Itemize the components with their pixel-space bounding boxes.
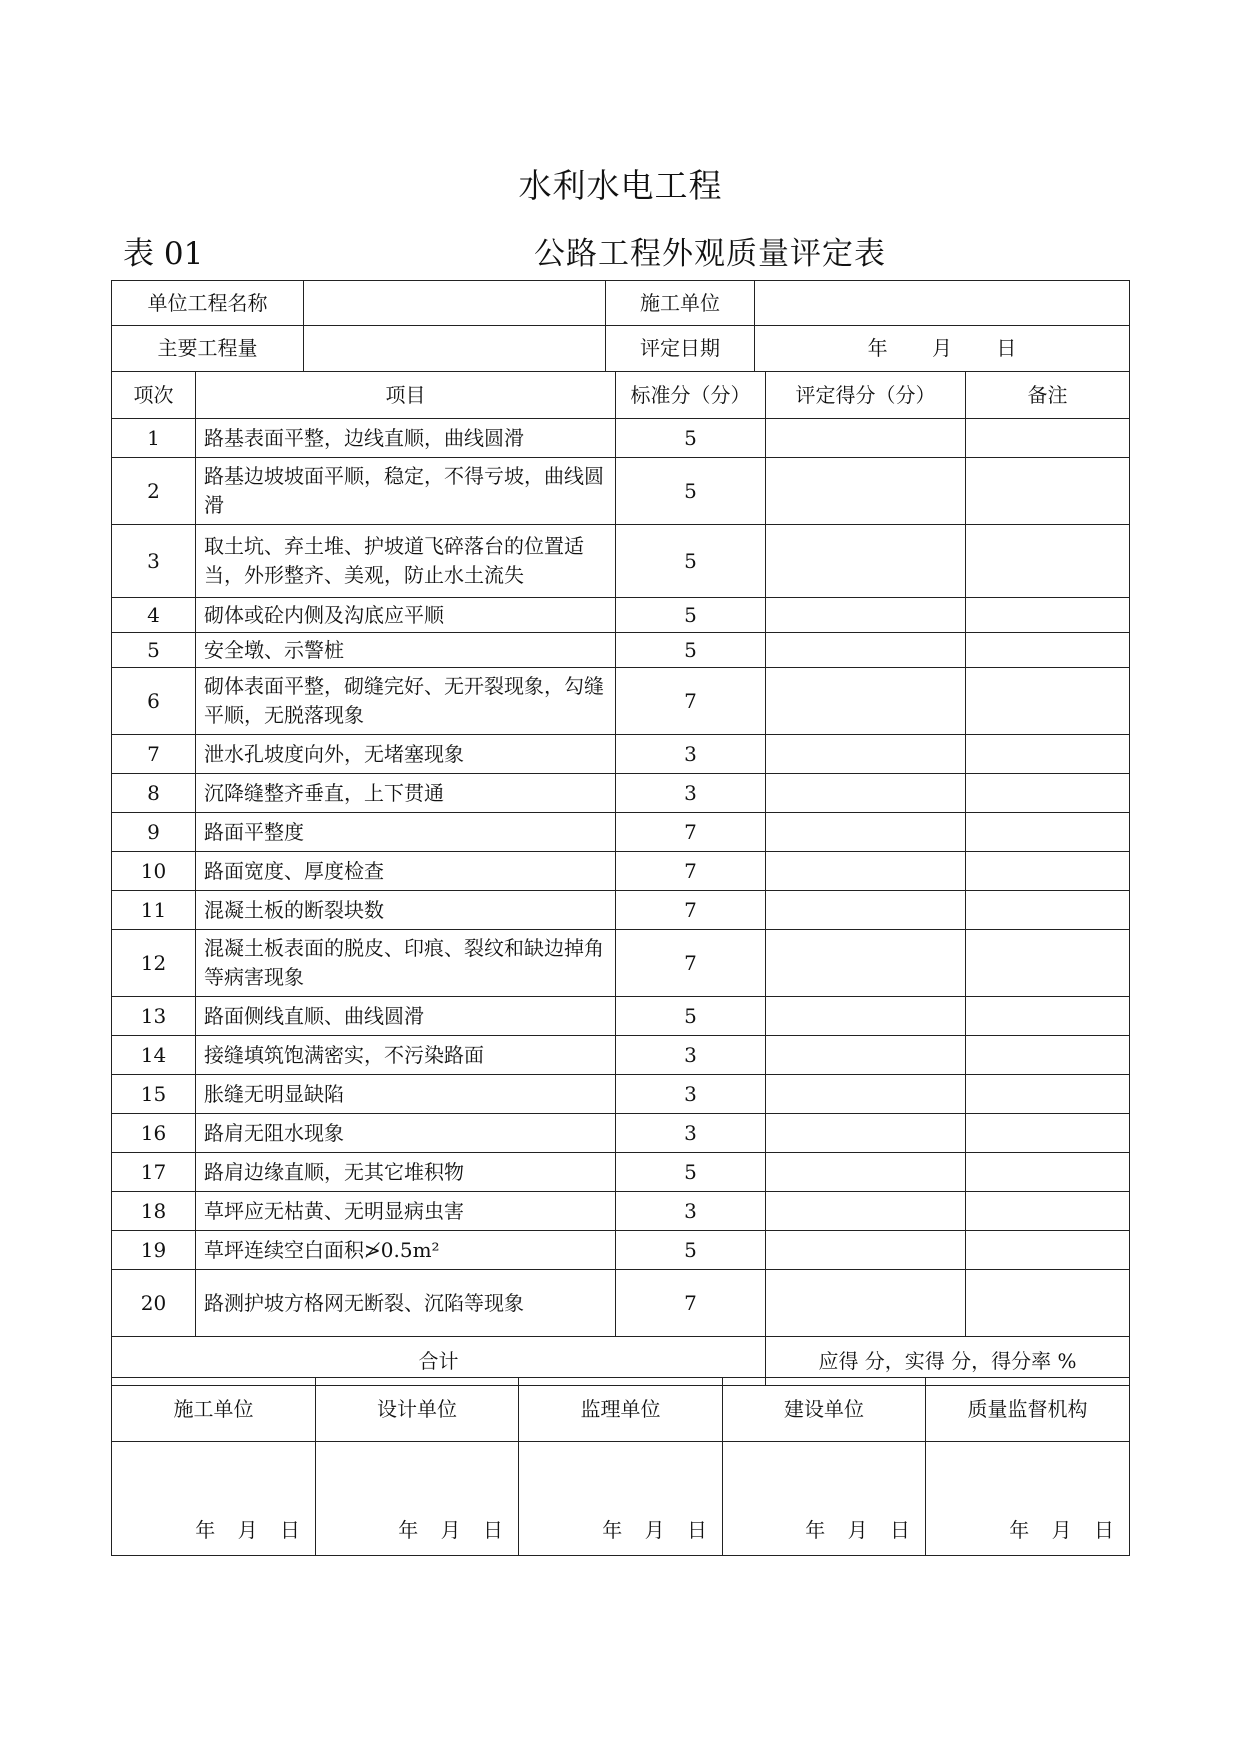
row-eval-score[interactable]: [766, 774, 966, 813]
row-remark[interactable]: [966, 1075, 1130, 1114]
row-index: 4: [112, 598, 196, 633]
row-index: 17: [112, 1153, 196, 1192]
row-index: 7: [112, 735, 196, 774]
row-item: 沉降缝整齐垂直，上下贯通: [196, 774, 616, 813]
table-row: [112, 997, 1130, 1036]
row-index: 2: [112, 458, 196, 525]
row-eval-score[interactable]: [766, 419, 966, 458]
row-item: 胀缝无明显缺陷: [196, 1075, 616, 1114]
eval-date-label: 评定日期: [606, 326, 755, 372]
row-remark[interactable]: [966, 1192, 1130, 1231]
row-eval-score[interactable]: [766, 1114, 966, 1153]
row-standard-score: 3: [616, 1075, 766, 1114]
row-item: 路面平整度: [196, 813, 616, 852]
col-standard-header: 标准分（分）: [616, 372, 766, 419]
table-row: [112, 458, 1130, 525]
sign-date: 年 月 日: [195, 1518, 301, 1542]
row-standard-score: 3: [616, 1114, 766, 1153]
row-item: 砌体表面平整，砌缝完好、无开裂现象，勾缝平顺，无脱落现象: [196, 668, 616, 735]
info-row-quantity: [112, 326, 1130, 372]
sign-label-design: 设计单位: [316, 1378, 519, 1442]
sign-area-quality-supervision[interactable]: [926, 1442, 1130, 1556]
sign-date: 年 月 日: [805, 1518, 911, 1542]
signature-label-row: [112, 1378, 1130, 1442]
row-index: 19: [112, 1231, 196, 1270]
row-standard-score: 3: [616, 1192, 766, 1231]
table-row: [112, 735, 1130, 774]
row-eval-score[interactable]: [766, 852, 966, 891]
row-remark[interactable]: [966, 1036, 1130, 1075]
sign-area-construction[interactable]: [112, 1442, 316, 1556]
col-index-header: 项次: [112, 372, 196, 419]
sign-label-construction: 施工单位: [112, 1378, 316, 1442]
main-quantity-label: 主要工程量: [112, 326, 304, 372]
row-eval-score[interactable]: [766, 1075, 966, 1114]
signature-table: [111, 1377, 1130, 1556]
row-remark[interactable]: [966, 997, 1130, 1036]
row-eval-score[interactable]: [766, 1270, 966, 1337]
sign-area-design[interactable]: [316, 1442, 519, 1556]
row-eval-score[interactable]: [766, 1192, 966, 1231]
table-row: [112, 1270, 1130, 1337]
row-remark[interactable]: [966, 525, 1130, 598]
table-row: [112, 525, 1130, 598]
row-standard-score: 5: [616, 458, 766, 525]
row-eval-score[interactable]: [766, 813, 966, 852]
row-remark[interactable]: [966, 633, 1130, 668]
row-standard-score: 5: [616, 598, 766, 633]
row-item: 混凝土板表面的脱皮、印痕、裂纹和缺边掉角等病害现象: [196, 930, 616, 997]
row-item: 砌体或砼内侧及沟底应平顺: [196, 598, 616, 633]
row-index: 6: [112, 668, 196, 735]
row-standard-score: 5: [616, 997, 766, 1036]
evaluation-rows: [112, 419, 1130, 1337]
row-eval-score[interactable]: [766, 633, 966, 668]
total-summary[interactable]: 应得 分，实得 分，得分率 %: [766, 1337, 1130, 1386]
sign-label-owner: 建设单位: [723, 1378, 926, 1442]
row-eval-score[interactable]: [766, 525, 966, 598]
signature-area-row: [112, 1442, 1130, 1556]
row-remark[interactable]: [966, 774, 1130, 813]
row-remark[interactable]: [966, 419, 1130, 458]
row-standard-score: 7: [616, 668, 766, 735]
table-row: [112, 419, 1130, 458]
row-index: 16: [112, 1114, 196, 1153]
col-item-header: 项目: [196, 372, 616, 419]
row-index: 20: [112, 1270, 196, 1337]
row-item: 草坪应无枯黄、无明显病虫害: [196, 1192, 616, 1231]
row-index: 14: [112, 1036, 196, 1075]
row-item: 路基边坡坡面平顺，稳定，不得亏坡，曲线圆滑: [196, 458, 616, 525]
table-row: [112, 1075, 1130, 1114]
row-index: 13: [112, 997, 196, 1036]
row-standard-score: 5: [616, 1231, 766, 1270]
main-title: 水利水电工程: [518, 166, 723, 205]
row-remark[interactable]: [966, 735, 1130, 774]
table-row: [112, 930, 1130, 997]
eval-date-field[interactable]: 年 月 日: [755, 326, 1130, 372]
row-index: 1: [112, 419, 196, 458]
unit-project-field[interactable]: [304, 281, 606, 326]
sign-area-supervision[interactable]: [519, 1442, 723, 1556]
row-standard-score: 7: [616, 930, 766, 997]
row-eval-score[interactable]: [766, 458, 966, 525]
row-remark[interactable]: [966, 1231, 1130, 1270]
row-item: 取土坑、弃土堆、护坡道飞碎落台的位置适当，外形整齐、美观，防止水土流失: [196, 525, 616, 598]
table-row: [112, 1192, 1130, 1231]
row-remark[interactable]: [966, 668, 1130, 735]
table-row: [112, 774, 1130, 813]
row-eval-score[interactable]: [766, 735, 966, 774]
row-eval-score[interactable]: [766, 1231, 966, 1270]
form-title: 公路工程外观质量评定表: [534, 236, 886, 272]
table-row: [112, 1036, 1130, 1075]
row-standard-score: 5: [616, 525, 766, 598]
row-standard-score: 3: [616, 1036, 766, 1075]
row-eval-score[interactable]: [766, 891, 966, 930]
col-remark-header: 备注: [966, 372, 1130, 419]
evaluation-table: [111, 371, 1130, 1386]
sign-label-quality-supervision: 质量监督机构: [926, 1378, 1130, 1442]
row-remark[interactable]: [966, 930, 1130, 997]
table-row: [112, 633, 1130, 668]
row-item: 路测护坡方格网无断裂、沉陷等现象: [196, 1270, 616, 1337]
total-label: 合计: [112, 1337, 766, 1386]
row-remark[interactable]: [966, 1270, 1130, 1337]
row-eval-score[interactable]: [766, 668, 966, 735]
row-standard-score: 3: [616, 774, 766, 813]
sign-date: 年 月 日: [1009, 1518, 1115, 1542]
row-eval-score[interactable]: [766, 1036, 966, 1075]
row-standard-score: 7: [616, 852, 766, 891]
table-row: [112, 1114, 1130, 1153]
unit-project-label: 单位工程名称: [112, 281, 304, 326]
row-standard-score: 5: [616, 1153, 766, 1192]
row-index: 5: [112, 633, 196, 668]
row-eval-score[interactable]: [766, 930, 966, 997]
sign-area-owner[interactable]: [723, 1442, 926, 1556]
row-index: 11: [112, 891, 196, 930]
construction-unit-field[interactable]: [755, 281, 1130, 326]
row-item: 路面宽度、厚度检查: [196, 852, 616, 891]
row-standard-score: 5: [616, 419, 766, 458]
info-row-unit: [112, 281, 1130, 326]
row-remark[interactable]: [966, 852, 1130, 891]
row-item: 路肩边缘直顺，无其它堆积物: [196, 1153, 616, 1192]
row-standard-score: 5: [616, 633, 766, 668]
table-row: [112, 852, 1130, 891]
construction-unit-label: 施工单位: [606, 281, 755, 326]
table-row: [112, 1231, 1130, 1270]
row-remark[interactable]: [966, 1114, 1130, 1153]
row-index: 15: [112, 1075, 196, 1114]
row-item: 路基表面平整，边线直顺，曲线圆滑: [196, 419, 616, 458]
row-item: 接缝填筑饱满密实，不污染路面: [196, 1036, 616, 1075]
row-item: 路肩无阻水现象: [196, 1114, 616, 1153]
row-remark[interactable]: [966, 891, 1130, 930]
table-row: [112, 598, 1130, 633]
row-index: 8: [112, 774, 196, 813]
table-row: [112, 813, 1130, 852]
table-row: [112, 668, 1130, 735]
row-item: 混凝土板的断裂块数: [196, 891, 616, 930]
row-eval-score[interactable]: [766, 997, 966, 1036]
row-item: 草坪连续空白面积≯0.5m²: [196, 1231, 616, 1270]
sign-label-supervision: 监理单位: [519, 1378, 723, 1442]
row-remark[interactable]: [966, 1153, 1130, 1192]
project-info-table: [111, 280, 1130, 372]
row-item: 泄水孔坡度向外，无堵塞现象: [196, 735, 616, 774]
row-index: 9: [112, 813, 196, 852]
row-item: 路面侧线直顺、曲线圆滑: [196, 997, 616, 1036]
table-row: [112, 891, 1130, 930]
row-remark[interactable]: [966, 598, 1130, 633]
table-number: 表 01: [123, 236, 204, 272]
row-remark[interactable]: [966, 458, 1130, 525]
row-index: 18: [112, 1192, 196, 1231]
row-item: 安全墩、示警桩: [196, 633, 616, 668]
row-index: 3: [112, 525, 196, 598]
row-standard-score: 7: [616, 1270, 766, 1337]
column-header-row: [112, 372, 1130, 419]
row-remark[interactable]: [966, 813, 1130, 852]
main-quantity-field[interactable]: [304, 326, 606, 372]
row-index: 10: [112, 852, 196, 891]
sign-date: 年 月 日: [398, 1518, 504, 1542]
row-index: 12: [112, 930, 196, 997]
row-standard-score: 7: [616, 891, 766, 930]
row-eval-score[interactable]: [766, 1153, 966, 1192]
sign-date: 年 月 日: [602, 1518, 708, 1542]
table-row: [112, 1153, 1130, 1192]
col-score-header: 评定得分（分）: [766, 372, 966, 419]
row-standard-score: 7: [616, 813, 766, 852]
row-standard-score: 3: [616, 735, 766, 774]
row-eval-score[interactable]: [766, 598, 966, 633]
